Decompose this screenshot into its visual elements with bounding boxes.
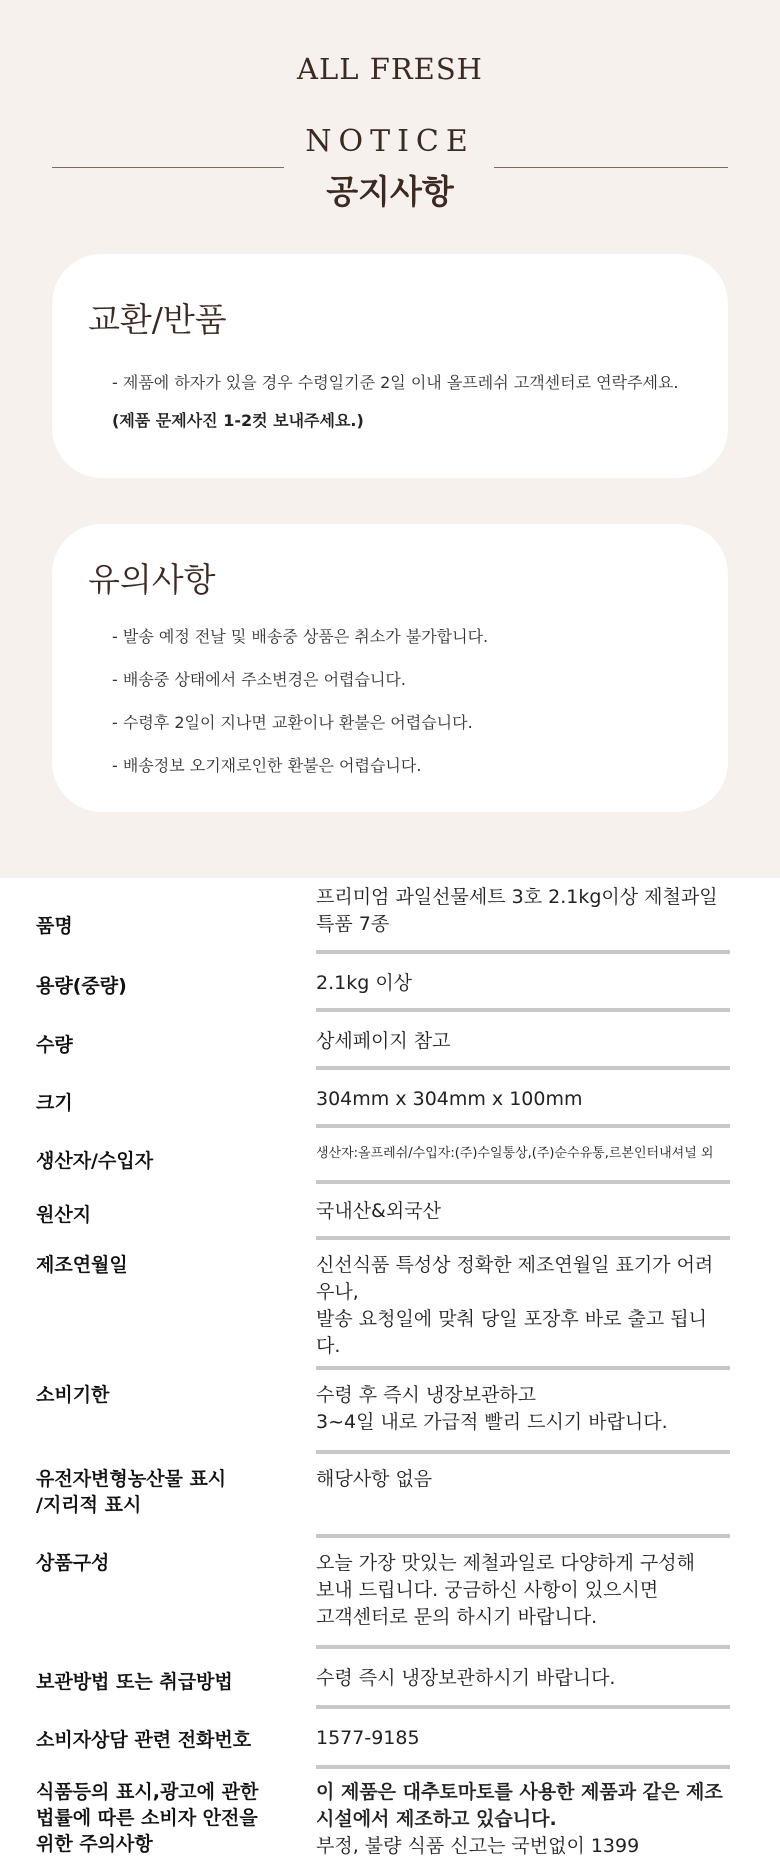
row-value: 수령 후 즉시 냉장보관하고 3~4일 내로 가급적 빨리 드시기 바랍니다. — [316, 1368, 730, 1452]
caution-title: 유의사항 — [88, 560, 216, 599]
row-label: 유전자변형농산물 표시 /지리적 표시 — [36, 1468, 227, 1516]
exchange-title: 교환/반품 — [88, 300, 227, 339]
row-value: 생산자:올프레쉬/수입자:(주)수일통상,(주)순수유통,르본인터내셔널 외 — [316, 1126, 730, 1182]
row-value: 국내산&외국산 — [316, 1182, 730, 1238]
row-label: 크기 — [36, 1092, 73, 1114]
table-row — [36, 1767, 730, 1860]
exchange-line: - 제품에 하자가 있을 경우 수령일기준 2일 이내 올프레쉬 고객센터로 연락주세요. — [112, 373, 679, 392]
row-value: 이 제품은 대추토마토를 사용한 제품과 같은 제조 시설에서 제조하고 있습니다. 부정, 불량 식품 신고는 국번없이 1399 — [316, 1781, 723, 1857]
row-label: 소비자상담 관련 전화번호 — [36, 1729, 252, 1751]
notice-title-ko: 공지사항 — [326, 172, 454, 211]
table-row — [36, 1068, 730, 1126]
exchange-card — [52, 254, 728, 478]
table-row — [36, 1126, 730, 1182]
caution-line: - 발송 예정 전날 및 배송중 상품은 취소가 불가합니다. — [112, 627, 489, 646]
row-value: 수령 즉시 냉장보관하시기 바랍니다. — [316, 1647, 730, 1707]
row-label: 상품구성 — [36, 1552, 110, 1574]
table-row — [36, 1536, 730, 1647]
caution-line: - 배송중 상태에서 주소변경은 어렵습니다. — [112, 670, 406, 689]
row-value: 프리미엄 과일선물세트 3호 2.1kg이상 제철과일 특품 7종 — [316, 878, 730, 952]
table-row — [36, 1182, 730, 1238]
row-label: 소비기한 — [36, 1384, 110, 1406]
product-info-table — [36, 878, 730, 1860]
row-value: 신선식품 특성상 정확한 제조연월일 표기가 어려우나, 발송 요청일에 맞춰 당일 포장후 바로 출고 됩니다. — [316, 1238, 730, 1368]
row-label: 생산자/수입자 — [36, 1150, 154, 1172]
table-row — [36, 878, 730, 952]
row-value: 상세페이지 참고 — [316, 1010, 730, 1068]
row-label: 품명 — [36, 915, 73, 937]
table-row — [36, 952, 730, 1010]
caution-card — [52, 524, 728, 812]
exchange-note: (제품 문제사진 1-2컷 보내주세요.) — [112, 411, 364, 430]
caution-line: - 수령후 2일이 지나면 교환이나 환불은 어렵습니다. — [112, 713, 473, 732]
row-label: 용량(중량) — [36, 975, 127, 997]
table-row — [36, 1647, 730, 1707]
caution-line: - 배송정보 오기재로인한 환불은 어렵습니다. — [112, 756, 422, 775]
table-row — [36, 1368, 730, 1452]
brand-logo: ALL FRESH — [297, 52, 483, 86]
row-label: 제조연월일 — [36, 1254, 128, 1276]
row-label: 보관방법 또는 취급방법 — [36, 1671, 233, 1693]
row-label: 식품등의 표시,광고에 관한 법률에 따른 소비자 안전을 위한 주의사항 — [36, 1781, 259, 1855]
row-label: 원산지 — [36, 1204, 92, 1226]
row-value: 1577-9185 — [316, 1707, 730, 1767]
table-row — [36, 1010, 730, 1068]
table-row — [36, 1238, 730, 1368]
row-value: 2.1kg 이상 — [316, 952, 730, 1010]
row-value: 오늘 가장 맛있는 제철과일로 다양하게 구성해 보내 드립니다. 궁금하신 사항이 있으시면 고객센터로 문의 하시기 바랍니다. — [316, 1536, 730, 1647]
row-value: 해당사항 없음 — [316, 1452, 730, 1536]
table-row — [36, 1707, 730, 1767]
row-label: 수량 — [36, 1034, 73, 1056]
row-value: 304mm x 304mm x 100mm — [316, 1068, 730, 1126]
notice-title-en: NOTICE — [305, 124, 475, 159]
table-row — [36, 1452, 730, 1536]
notice-section — [0, 0, 780, 878]
